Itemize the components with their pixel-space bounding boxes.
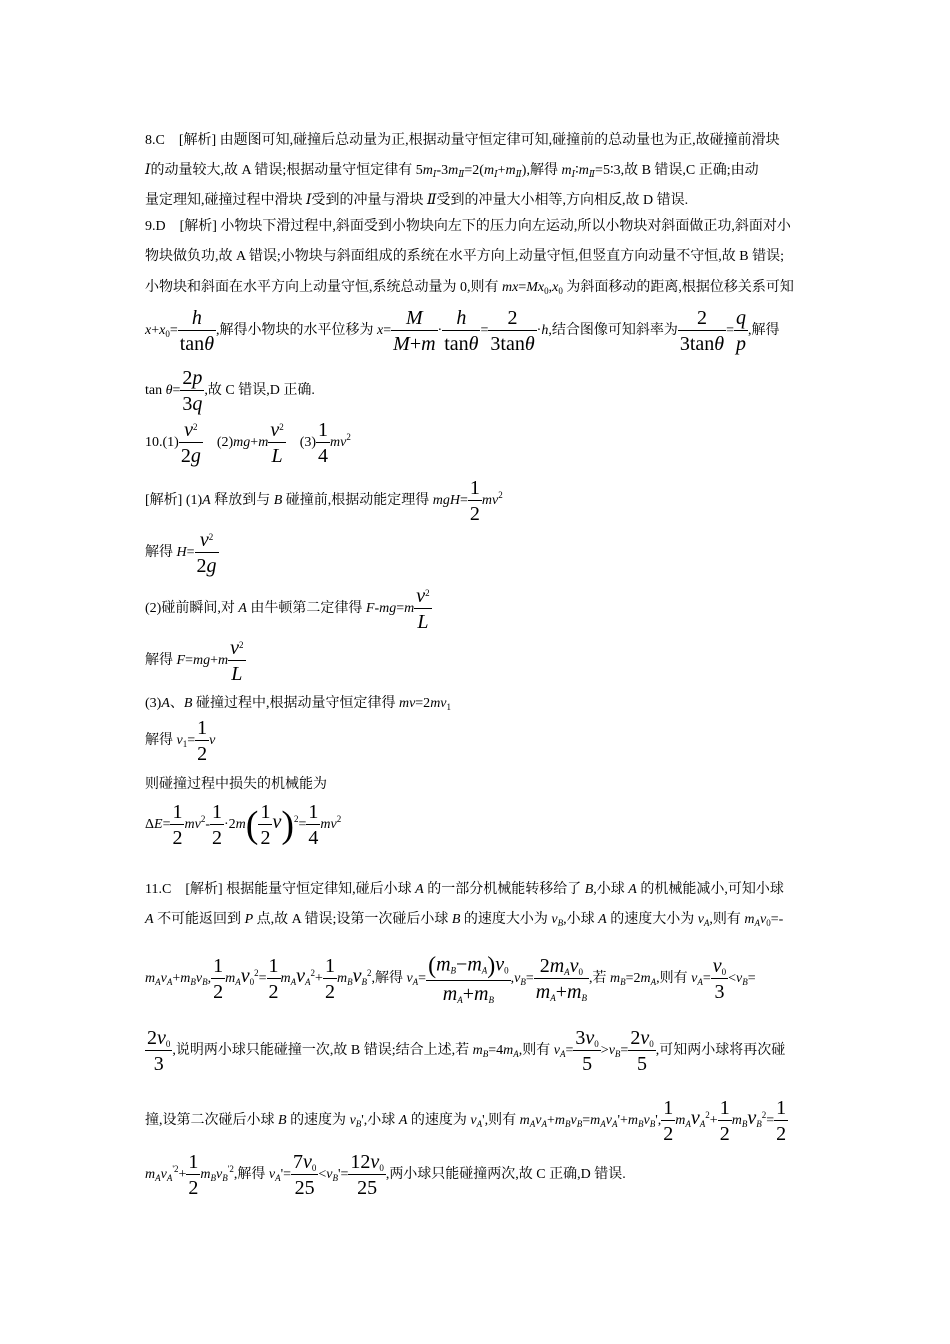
fraction: $\frac{1}{2}$ <box>211 801 222 849</box>
fraction: $\frac{v_0}{3}$ <box>712 955 727 1003</box>
fraction: $\frac{1}{2}$ <box>188 1151 199 1199</box>
fraction: $2m_Av_0$ $m_A+m_B$ <box>535 955 587 1003</box>
fraction: $\frac{3v_0}{5}$ <box>575 1027 599 1075</box>
q8-line-3: 量定理知,碰撞过程中滑块 Ⅰ受到的冲量与滑块 Ⅱ受到的冲量大小相等,方向相反,故 D 错误. <box>145 193 689 208</box>
fraction: $\frac{1}{4}$ <box>308 801 319 849</box>
q10-step-2: 解得 H= $\frac{v^2}{2g}$ <box>145 529 217 577</box>
q9-line-2: 物块做负功,故 A 错误;小物块与斜面组成的系统在水平方向上动量守恒,但竖直方向动量不守恒,故 B 错误; <box>145 249 784 264</box>
fraction: $\frac{h}{\tan\theta}$ <box>179 307 215 355</box>
fraction: $\frac{1}{2}$ <box>469 477 480 525</box>
fraction: $\frac{1}{2}$ <box>663 1097 674 1145</box>
q11-line-2: A 不可能返回到 P 点,故 A 错误;设第一次碰后小球 B 的速度大小为 $v_B$,小球 A 的速度大小为 $v_A$,则有 $m_Av_0=-$ <box>145 912 784 928</box>
fraction: $\frac{2v_0}{3}$ <box>147 1027 171 1075</box>
fraction: $\frac{1}{2}$ <box>324 955 335 1003</box>
q10-step-1: [解析] (1)A 释放到与 B 碰撞前,根据动能定理得 mgH= $\frac{1}{2}$ $mv^2$ <box>145 477 503 525</box>
fraction: $\frac{1}{2}$ <box>172 801 183 849</box>
q8-line-2: Ⅰ的动量较大,故 A 错误;根据动量守恒定律有 $5m_Ⅰ-3m_Ⅱ=2(m_Ⅰ+m_Ⅱ)$,解得 $m_Ⅰ∶m_Ⅱ=5∶3$,故 B 错误,C 正确;由动 <box>145 163 759 179</box>
q11-line-1: 11.C [解析] 根据能量守恒定律知,碰后小球 A 的一部分机械能转移给了 B,小球 A 的机械能减小,可知小球 <box>145 882 784 897</box>
q9-line-3: 小物块和斜面在水平方向上动量守恒,系统总动量为 0,则有 $mx=Mx_0,x_0$ 为斜面移动的距离,根据位移关系可知 <box>145 280 794 296</box>
fraction: $\frac{12v_0}{25}$ <box>350 1151 384 1199</box>
q9-line-4: $x+x_0=$ $\frac{h}{\tan\theta}$ ,解得小物块的水平位移为 x= $\frac{M}{M+m}$ · $\frac{h}{\tan\theta}$ = $\frac{2}{3\tan\theta}$ ·h,结合图像可知斜率为 $\frac{2}{3\tan\theta}$ = $\frac{q}{p}$ ,解得 <box>145 307 780 355</box>
q9-line-1: 9.D [解析] 小物块下滑过程中,斜面受到小物块向左下的压力向左运动,所以小物块对斜面做正功,斜面对小 <box>145 219 791 234</box>
fraction: $\frac{(m_B-m_A)v_0}{m_A+m_B}$ <box>428 953 509 1005</box>
fraction: $\frac{1}{2}$ <box>719 1097 730 1145</box>
fraction: $\frac{q}{p}$ <box>736 307 746 355</box>
q10-step-6: 解得 $v_1=$ $\frac{1}{2}$ v <box>145 717 216 765</box>
q10-step-4: 解得 F=mg+m $\frac{v^2}{L}$ <box>145 637 244 685</box>
fraction: $\frac{v^2}{2g}$ <box>180 419 201 467</box>
q10-step-7: 则碰撞过程中损失的机械能为 <box>145 777 327 792</box>
q11-line-6: $m_Av_A^{'2}+$ $\frac{1}{2}$ $m_Bv_B^{'2}$,解得 $v_A'=$ $\frac{7v_0}{25}$ $<v_B'=$ $\frac{12v_0}{25}$ ,两小球只能碰撞两次,故 C 正确,D 错误. <box>145 1151 626 1199</box>
fraction: $\frac{1}{2}$ <box>260 801 271 849</box>
fraction: $\frac{v^2}{L}$ <box>230 637 244 685</box>
fraction: $\frac{1}{2}$ <box>213 955 224 1003</box>
fraction: $\frac{2v_0}{5}$ <box>630 1027 654 1075</box>
q8-line-1: 8.C [解析] 由题图可知,碰撞后总动量为正,根据动量守恒定律可知,碰撞前的总动量也为正,故碰撞前滑块 <box>145 133 780 148</box>
fraction: $\frac{v^2}{2g}$ <box>196 529 217 577</box>
q10-step-5: (3)A、B 碰撞过程中,根据动量守恒定律得 $mv=2mv_1$ <box>145 696 452 712</box>
q10-step-8: ΔE= $\frac{1}{2}$ $mv^2-$ $\frac{1}{2}$ ·2m( $\frac{1}{2}$ v)$^2$= $\frac{1}{4}$ $mv^2$ <box>145 801 342 849</box>
fraction: $\frac{h}{\tan\theta}$ <box>444 307 479 355</box>
fraction: $\frac{1}{2}$ <box>776 1097 787 1145</box>
fraction: $\frac{M}{M+m}$ <box>393 307 436 355</box>
fraction: $\frac{v^2}{L}$ <box>270 419 284 467</box>
fraction: $\frac{1}{2}$ <box>268 955 279 1003</box>
fraction: $\frac{v^2}{L}$ <box>416 585 430 633</box>
q10-answer: 10.(1) $\frac{v^2}{2g}$ (2)mg+m $\frac{v^2}{L}$ (3) $\frac{1}{4}$ $mv^2$ <box>145 419 351 467</box>
q11-line-4: $\frac{2v_0}{3}$ ,说明两小球只能碰撞一次,故 B 错误;结合上述,若 $m_B=4m_A$,则有 $v_A=$ $\frac{3v_0}{5}$ $>v_B=$ $\frac{2v_0}{5}$ ,可知两小球将再次碰 <box>147 1027 786 1075</box>
fraction: $\frac{2}{3\tan\theta}$ <box>679 307 725 355</box>
fraction: $\frac{2p}{3q}$ <box>182 367 203 415</box>
q11-line-5: 撞,设第二次碰后小球 B 的速度为 $v_B'$,小球 A 的速度为 $v_A'$,则有 $m_Av_A+m_Bv_B=m_Av_A'+m_Bv_B'$, $\frac{1}{2}$ $m_Av_A^2+$ $\frac{1}{2}$ $m_Bv_B^2=$ $\frac{1}{2}$ <box>145 1097 787 1145</box>
fraction: $\frac{7v_0}{25}$ <box>292 1151 317 1199</box>
q10-step-3: (2)碰前瞬间,对 A 由牛顿第二定律得 F-mg=m $\frac{v^2}{L}$ <box>145 585 430 633</box>
fraction: $\frac{1}{4}$ <box>318 419 329 467</box>
fraction: $\frac{1}{2}$ <box>197 717 208 765</box>
q9-line-5: tan θ= $\frac{2p}{3q}$ ,故 C 错误,D 正确. <box>145 367 315 415</box>
fraction: $\frac{2}{3\tan\theta}$ <box>490 307 535 355</box>
q11-line-3: $m_Av_A+m_Bv_B$, $\frac{1}{2}$ $m_Av_0^2=$ $\frac{1}{2}$ $m_Av_A^2+$ $\frac{1}{2}$ $m_Bv_B^2$,解得 $v_A=$ $\frac{(m_B-m_A)v_0}{m_A+m_B}$ $,v_B=$ $2m_Av_0$ $m_A+m_B$ ,若 $m_B=2m_A$,则有 $v_A=$ $\frac{v_0}{3}$ $<v_B=$ <box>145 953 756 1005</box>
